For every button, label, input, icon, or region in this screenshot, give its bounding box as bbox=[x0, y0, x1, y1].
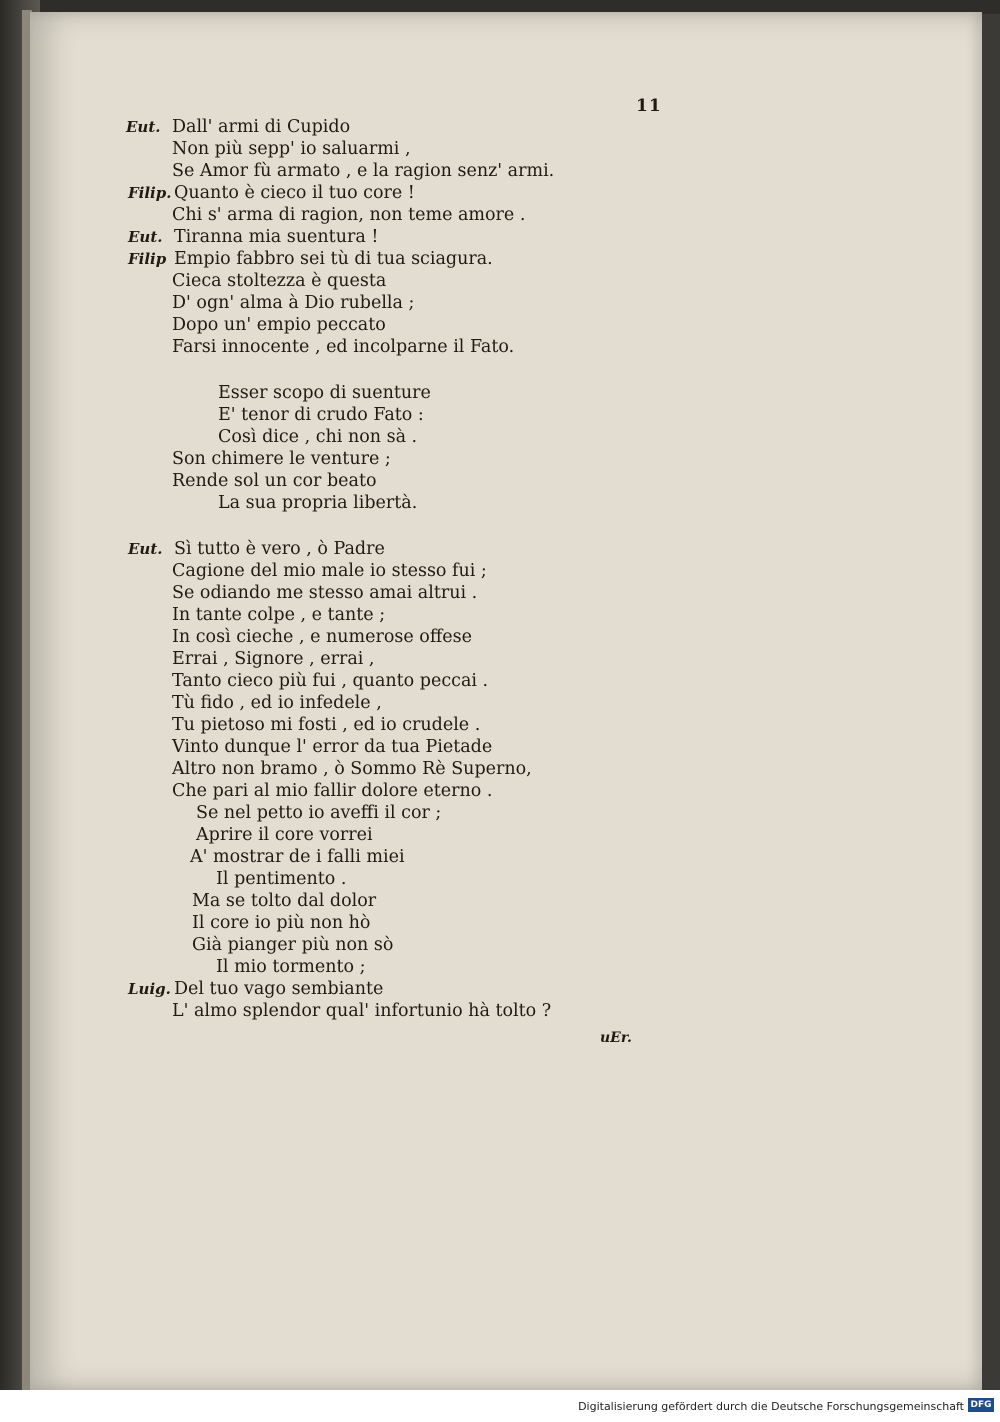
page-number: 11 bbox=[636, 96, 662, 116]
verse-line bbox=[196, 802, 441, 824]
verse-line bbox=[218, 426, 417, 448]
verse-line bbox=[172, 582, 477, 604]
verse-line bbox=[216, 868, 346, 890]
verse-text: Il mio tormento ; bbox=[216, 957, 366, 977]
footer-credit: Digitalisierung gefördert durch die Deutsche Forschungsgemeinschaft bbox=[578, 1400, 964, 1413]
verse-line bbox=[218, 382, 431, 404]
verse-text: Se nel petto io aveffi il cor ; bbox=[196, 803, 442, 823]
catchword: uEr. bbox=[600, 1030, 632, 1046]
speaker-label: Eut. bbox=[128, 228, 163, 246]
verse-line bbox=[172, 714, 480, 736]
verse-text: Errai , Signore , errai , bbox=[172, 649, 375, 669]
verse-text: D' ogn' alma à Dio rubella ; bbox=[172, 293, 415, 313]
verse-line bbox=[196, 824, 373, 846]
verse-text: Esser scopo di suenture bbox=[218, 383, 431, 403]
speaker-label: Eut. bbox=[128, 540, 163, 558]
verse-text: Rende sol un cor beato bbox=[172, 471, 377, 491]
verse-text: Così dice , chi non sà . bbox=[218, 427, 418, 447]
verse-text: Son chimere le venture ; bbox=[172, 449, 391, 469]
verse-line bbox=[192, 890, 376, 912]
verse-line bbox=[192, 934, 393, 956]
verse-text: Il pentimento . bbox=[216, 869, 347, 889]
verse-line bbox=[128, 182, 415, 204]
verse-text: E' tenor di crudo Fato : bbox=[218, 405, 424, 425]
verse-line bbox=[128, 248, 493, 270]
verse-text: Il core io più non hò bbox=[192, 913, 371, 933]
verse-line bbox=[216, 956, 366, 978]
verse-line bbox=[218, 492, 417, 514]
verse-line bbox=[172, 470, 377, 492]
verse-text: L' almo splendor qual' infortunio hà tolto ? bbox=[172, 1001, 552, 1021]
verse-text: Tù fido , ed io infedele , bbox=[172, 693, 382, 713]
verse-line bbox=[218, 404, 424, 426]
verse-line bbox=[172, 692, 382, 714]
verse-text: Dopo un' empio peccato bbox=[172, 315, 386, 335]
verse-text: Vinto dunque l' error da tua Pietade bbox=[172, 737, 493, 757]
verse-line bbox=[172, 138, 411, 160]
verse-text: Del tuo vago sembiante bbox=[174, 979, 384, 999]
verse-text: Se Amor fù armato , e la ragion senz' armi. bbox=[172, 161, 555, 181]
verse-line bbox=[128, 978, 383, 1000]
verse-text: Cagione del mio male io stesso fui ; bbox=[172, 561, 487, 581]
verse-line bbox=[192, 912, 370, 934]
verse-line bbox=[172, 160, 554, 182]
verse-text: Quanto è cieco il tuo core ! bbox=[174, 183, 415, 203]
verse-text: Dall' armi di Cupido bbox=[172, 117, 351, 137]
verse-text: Già pianger più non sò bbox=[192, 935, 394, 955]
verse-text: Sì tutto è vero , ò Padre bbox=[174, 539, 385, 559]
verse-text: A' mostrar de i falli miei bbox=[190, 847, 405, 867]
verse-line bbox=[190, 846, 405, 868]
verse-line bbox=[172, 292, 414, 314]
verse-line bbox=[172, 314, 386, 336]
verse-text: Farsi innocente , ed incolparne il Fato. bbox=[172, 337, 515, 357]
verse-line bbox=[172, 648, 374, 670]
verse-text: Chi s' arma di ragion, non teme amore . bbox=[172, 205, 526, 225]
verse-line bbox=[172, 626, 472, 648]
speaker-label: Filip bbox=[128, 250, 167, 268]
verse-text: In così cieche , e numerose offese bbox=[172, 627, 472, 647]
verse-text: Cieca stoltezza è questa bbox=[172, 271, 387, 291]
verse-text: Non più sepp' io saluarmi , bbox=[172, 139, 411, 159]
verse-line bbox=[128, 538, 385, 560]
speaker-label: Filip. bbox=[128, 184, 172, 202]
verse-text: Altro non bramo , ò Sommo Rè Superno, bbox=[172, 759, 532, 779]
verse-line bbox=[172, 758, 532, 780]
verse-line bbox=[172, 270, 386, 292]
verse-text: Aprire il core vorrei bbox=[196, 825, 373, 845]
speaker-label: Luig. bbox=[128, 980, 171, 998]
verse-line bbox=[172, 336, 514, 358]
verse-line bbox=[172, 670, 488, 692]
verse-line bbox=[128, 226, 378, 248]
verse-text: Tanto cieco più fui , quanto peccai . bbox=[172, 671, 489, 691]
verse-text: Se odiando me stesso amai altrui . bbox=[172, 583, 478, 603]
verse-line bbox=[126, 116, 350, 138]
verse-line bbox=[172, 560, 487, 582]
verse-text: Tu pietoso mi fosti , ed io crudele . bbox=[172, 715, 481, 735]
dfg-logo: DFG bbox=[968, 1398, 994, 1412]
speaker-label: Eut. bbox=[126, 118, 161, 136]
verse-line bbox=[172, 604, 385, 626]
verse-line bbox=[172, 736, 492, 758]
verse-line bbox=[172, 1000, 551, 1022]
verse-line bbox=[172, 780, 492, 802]
verse-text: Che pari al mio fallir dolore eterno . bbox=[172, 781, 493, 801]
book-page bbox=[30, 12, 982, 1390]
verse-text: In tante colpe , e tante ; bbox=[172, 605, 386, 625]
verse-text: Empio fabbro sei tù di tua sciagura. bbox=[174, 249, 493, 269]
verse-line bbox=[172, 204, 525, 226]
verse-text: La sua propria libertà. bbox=[218, 493, 418, 513]
verse-line bbox=[172, 448, 391, 470]
verse-text: Tiranna mia suentura ! bbox=[174, 227, 379, 247]
verse-text: Ma se tolto dal dolor bbox=[192, 891, 377, 911]
